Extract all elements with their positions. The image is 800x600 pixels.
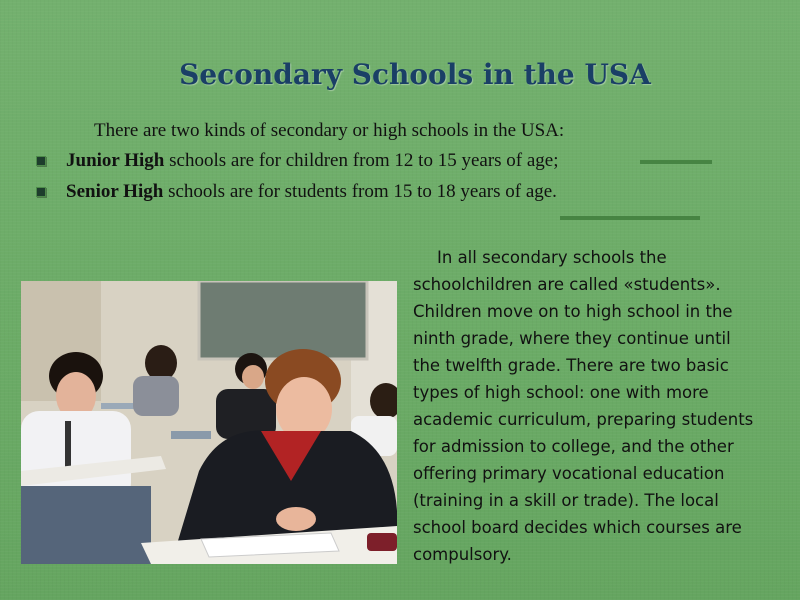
- decorative-line: [640, 160, 712, 164]
- square-bullet-icon: [36, 156, 46, 166]
- square-bullet-icon: [36, 187, 46, 197]
- intro-text: There are two kinds of secondary or high schools in the USA:: [94, 120, 565, 141]
- bullet-bold-label: Junior High: [66, 150, 165, 171]
- bullet-text: schools are for children from 12 to 15 years of age;: [164, 150, 559, 171]
- bullet-bold-label: Senior High: [66, 181, 164, 202]
- body-paragraph: In all secondary schools the schoolchildren are called «students». Children move on to high school in the ninth grade, where they continue until the twelfth grade. There are two basic types of high school: one with more academic curriculum, preparing students for admission to college, and the other offering primary vocational education (training in a skill or trade). The local school board decides which courses are compulsory.: [413, 248, 754, 564]
- page-title: Secondary Schools in the USA: [179, 58, 651, 91]
- bullet-list: [36, 150, 559, 212]
- classroom-illustration: [21, 281, 397, 564]
- bullet-text: schools are for students from 15 to 18 years of age.: [163, 181, 557, 202]
- classroom-photo: [21, 281, 397, 564]
- decorative-line: [560, 216, 700, 220]
- list-item: [36, 181, 559, 203]
- list-item: [36, 150, 559, 172]
